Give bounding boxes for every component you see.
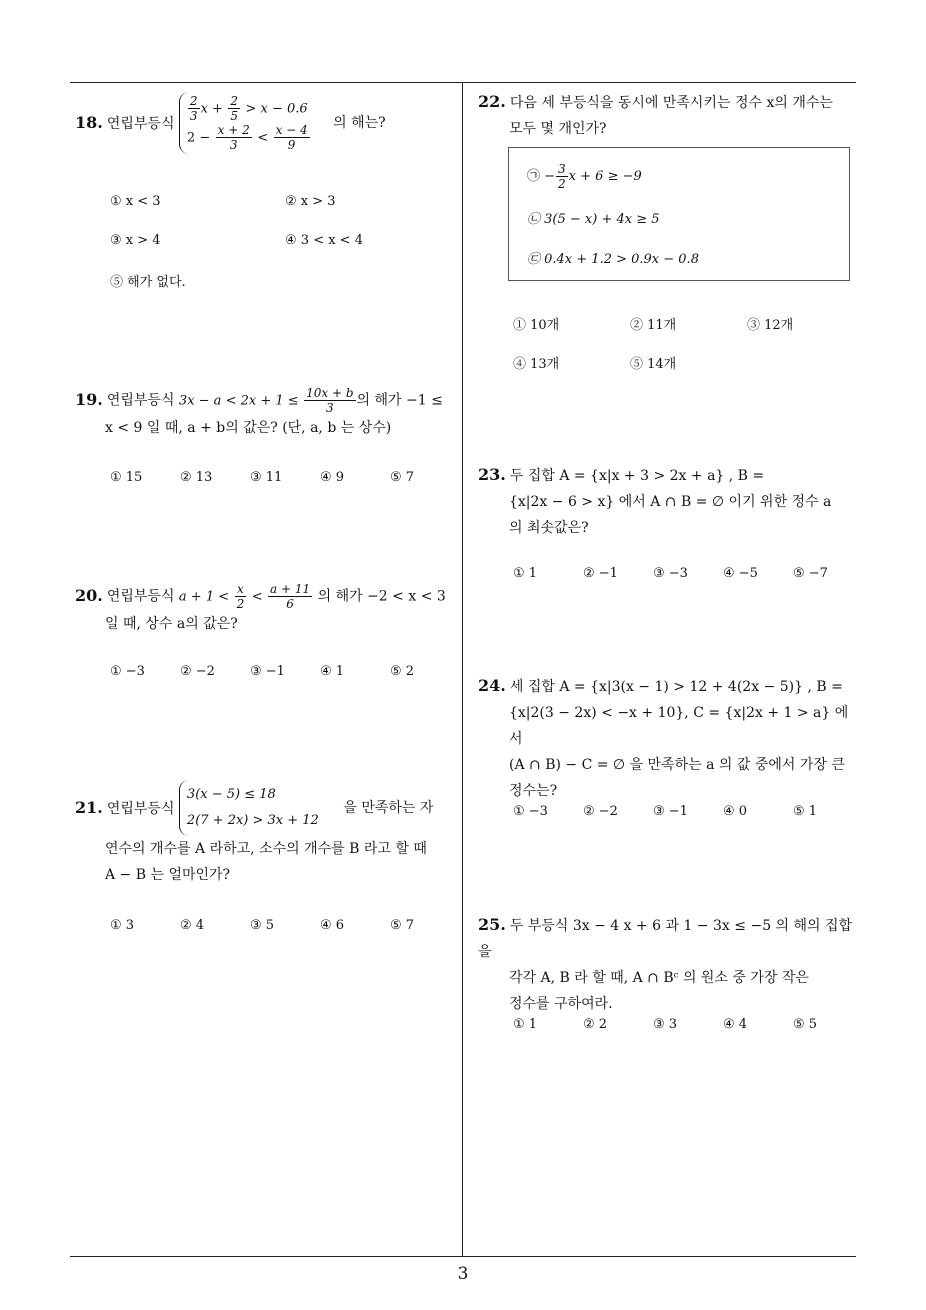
choice-5[interactable]: ⑤ 2	[390, 664, 415, 679]
question-18	[75, 92, 455, 154]
choice-1[interactable]: ① −3	[513, 804, 548, 819]
question-number: 24.	[478, 676, 506, 695]
question-number: 19.	[75, 389, 103, 409]
question-number: 21.	[75, 797, 103, 817]
inequality-system: $\frac{2}{3}$ x + $\frac{2}{5}$ > x − 0.6 2 − $\frac{x + 2}{3}$ < $\frac{x - 4}{9}$	[179, 92, 311, 154]
fraction: $\frac{2}{5}$	[230, 94, 239, 123]
top-rule	[70, 82, 856, 83]
choice-1[interactable]: ① −3	[110, 664, 145, 679]
choice-4[interactable]: ④ −5	[723, 566, 758, 581]
choice-4[interactable]: ④ 6	[320, 918, 345, 933]
choice-5[interactable]: ⑤ 7	[390, 470, 415, 485]
question-number: 22.	[478, 92, 506, 111]
condition-2: ㉡ 3(5 − x) + 4x ≥ 5	[527, 212, 660, 227]
choice-2[interactable]: ② 2	[583, 1017, 608, 1032]
conditions-box	[508, 147, 850, 281]
choice-2[interactable]: ② −2	[180, 664, 215, 679]
choice-1[interactable]: ① 10개	[513, 318, 560, 333]
question-number: 23.	[478, 465, 506, 484]
question-tail: 의 해는?	[333, 115, 386, 131]
choice-2[interactable]: ② 13	[180, 470, 213, 485]
choice-1[interactable]: ① 3	[110, 918, 135, 933]
choice-5[interactable]: ⑤ 해가 없다.	[110, 275, 186, 290]
choice-3[interactable]: ③ −3	[653, 566, 688, 581]
choice-2[interactable]: ② 4	[180, 918, 205, 933]
choice-5[interactable]: ⑤ 7	[390, 918, 415, 933]
choice-3[interactable]: ③ 3	[653, 1017, 678, 1032]
inequality-system: 3(x − 5) ≤ 18 2(7 + 2x) > 3x + 12	[179, 780, 337, 836]
choice-5[interactable]: ⑤ 1	[793, 804, 818, 819]
fraction: $\frac{2}{3}$	[189, 94, 198, 123]
question-25: 25. 두 부등식 3x − 4 x + 6 과 1 − 3x ≤ −5 의 해의 집합을 각각 A, B 라 할 때, A ∩ Bᶜ 의 원소 중 가장 작은 정수를 구하여라.	[478, 915, 853, 1012]
question-label: 연립부등식	[106, 115, 175, 132]
column-divider	[462, 82, 463, 1257]
choice-3[interactable]: ③ 12개	[747, 318, 794, 333]
condition-1: ㉠ − $\frac{3}{2}$ x + 6 ≥ −9	[527, 162, 642, 191]
question-20: 20. 연립부등식 a + 1 < $\frac{x}{2}$ < $\frac{a + 11}{6}$ 의 해가 −2 < x < 3 일 때, 상수 a의 값은?	[75, 582, 446, 632]
choice-2[interactable]: ② −1	[583, 566, 618, 581]
question-24: 24. 세 집합 A = {x|3(x − 1) > 12 + 4(2x − 5)} , B = {x|2(3 − 2x) < −x + 10}, C = {x|2x + 1 > a} 에서 (A ∩ B) − C = ∅ 을 만족하는 a 의 값 중에서 가장 큰 정수는?	[478, 676, 849, 799]
fraction: $\frac{x + 2}{3}$	[217, 123, 250, 152]
choice-1[interactable]: ① x < 3	[110, 194, 161, 209]
choice-4[interactable]: ④ 13개	[513, 357, 560, 372]
choice-2[interactable]: ② −2	[583, 804, 618, 819]
choice-5[interactable]: ⑤ −7	[793, 566, 828, 581]
question-number: 25.	[478, 915, 506, 934]
question-23: 23. 두 집합 A = {x|x + 3 > 2x + a} , B = {x|2x − 6 > x} 에서 A ∩ B = ∅ 이기 위한 정수 a 의 최솟값은?	[478, 465, 832, 536]
question-number: 18.	[75, 112, 103, 132]
choice-3[interactable]: ③ 5	[250, 918, 275, 933]
choice-1[interactable]: ① 1	[513, 1017, 538, 1032]
choice-5[interactable]: ⑤ 5	[793, 1017, 818, 1032]
choice-3[interactable]: ③ −1	[250, 664, 285, 679]
choice-2[interactable]: ② 11개	[630, 318, 677, 333]
choice-4[interactable]: ④ 3 < x < 4	[285, 233, 363, 248]
choice-2[interactable]: ② x > 3	[285, 194, 336, 209]
choice-4[interactable]: ④ 0	[723, 804, 748, 819]
question-number: 20.	[75, 585, 103, 605]
fraction: $\frac{a + 11}{6}$	[270, 582, 311, 611]
fraction: $\frac{10x + b}{3}$	[306, 386, 354, 415]
choice-4[interactable]: ④ 4	[723, 1017, 748, 1032]
question-19: 19. 연립부등식 3x − a < 2x + 1 ≤ $\frac{10x + b}{3}$ 의 해가 −1 ≤ x < 9 일 때, a + b의 값은? (단, a, b 는 상수)	[75, 386, 443, 436]
choice-1[interactable]: ① 15	[110, 470, 143, 485]
choice-3[interactable]: ③ −1	[653, 804, 688, 819]
choice-4[interactable]: ④ 1	[320, 664, 345, 679]
choice-3[interactable]: ③ 11	[250, 470, 283, 485]
condition-3: ㉢ 0.4x + 1.2 > 0.9x − 0.8	[527, 252, 699, 267]
choice-3[interactable]: ③ x > 4	[110, 233, 161, 248]
fraction: $\frac{x - 4}{9}$	[275, 123, 308, 152]
choice-4[interactable]: ④ 9	[320, 470, 345, 485]
fraction: $\frac{x}{2}$	[236, 582, 245, 611]
bottom-rule	[70, 1256, 856, 1257]
page-number: 3	[457, 1264, 469, 1284]
choice-1[interactable]: ① 1	[513, 566, 538, 581]
choice-5[interactable]: ⑤ 14개	[630, 357, 677, 372]
question-21: 21. 연립부등식 3(x − 5) ≤ 18 2(7 + 2x) > 3x + 12 을 만족하는 자 연수의 개수를 A 라하고, 소수의 개수를 B 라고 할 때 A − B 는 얼마인가?	[75, 780, 460, 888]
question-22: 22. 다음 세 부등식을 동시에 만족시키는 정수 x의 개수는 모두 몇 개인가?	[478, 92, 833, 137]
